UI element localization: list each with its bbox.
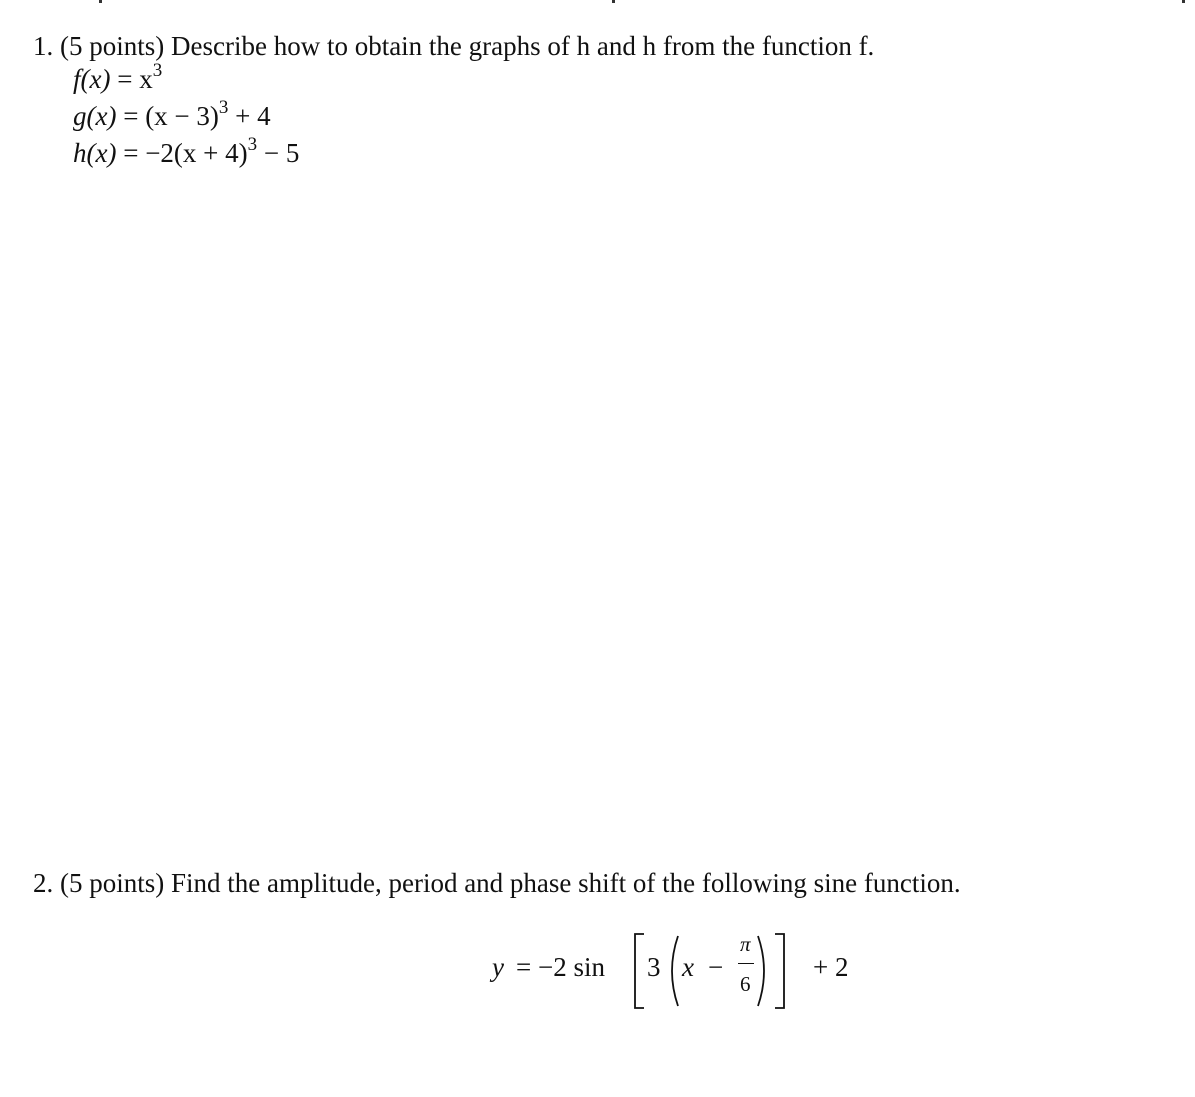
left-paren — [664, 935, 680, 1007]
right-paren — [756, 935, 772, 1007]
equation-g-rhs: = (x − 3) — [116, 101, 219, 131]
fraction-bar — [738, 963, 754, 964]
formula-x: x — [682, 952, 694, 982]
left-square-bracket — [632, 933, 646, 1009]
equation-g-lhs: g(x) — [73, 101, 117, 131]
fraction-numerator: π — [740, 932, 751, 956]
equation-f-exponent: 3 — [152, 60, 163, 81]
formula-eq: = −2 sin — [516, 952, 605, 982]
formula-minus: − — [708, 952, 724, 982]
equation-g — [73, 97, 271, 131]
edge-mark-left — [99, 0, 102, 3]
right-square-bracket — [773, 933, 787, 1009]
equation-g-exponent: 3 — [218, 97, 229, 118]
equation-h-suffix: − 5 — [257, 138, 300, 168]
equation-g-suffix: + 4 — [228, 101, 271, 131]
equation-f-rhs: = x — [110, 64, 153, 94]
equation-h-lhs: h(x) — [73, 138, 117, 168]
equation-h-exponent: 3 — [247, 134, 258, 155]
fraction-denominator: 6 — [740, 972, 751, 996]
formula-coef: 3 — [647, 952, 661, 982]
problem-2-heading — [33, 870, 961, 897]
formula-y: y — [492, 952, 504, 982]
problem-1-heading — [33, 33, 874, 60]
problem-2-statement: (5 points) Find the amplitude, period and phase shift of the following sine function. — [60, 868, 961, 898]
problem-2-number: 2. — [33, 868, 54, 898]
equation-h-rhs: = −2(x + 4) — [116, 138, 248, 168]
problem-1-number: 1. — [33, 31, 54, 61]
edge-mark-center — [612, 0, 615, 3]
equation-f — [73, 60, 163, 94]
equation-f-lhs: f(x) — [73, 64, 111, 94]
edge-mark-right — [1182, 0, 1185, 3]
equation-h — [73, 134, 300, 168]
problem-1-statement: (5 points) Describe how to obtain the graphs of h and h from the function f. — [60, 31, 875, 61]
formula-tail: + 2 — [813, 952, 849, 982]
